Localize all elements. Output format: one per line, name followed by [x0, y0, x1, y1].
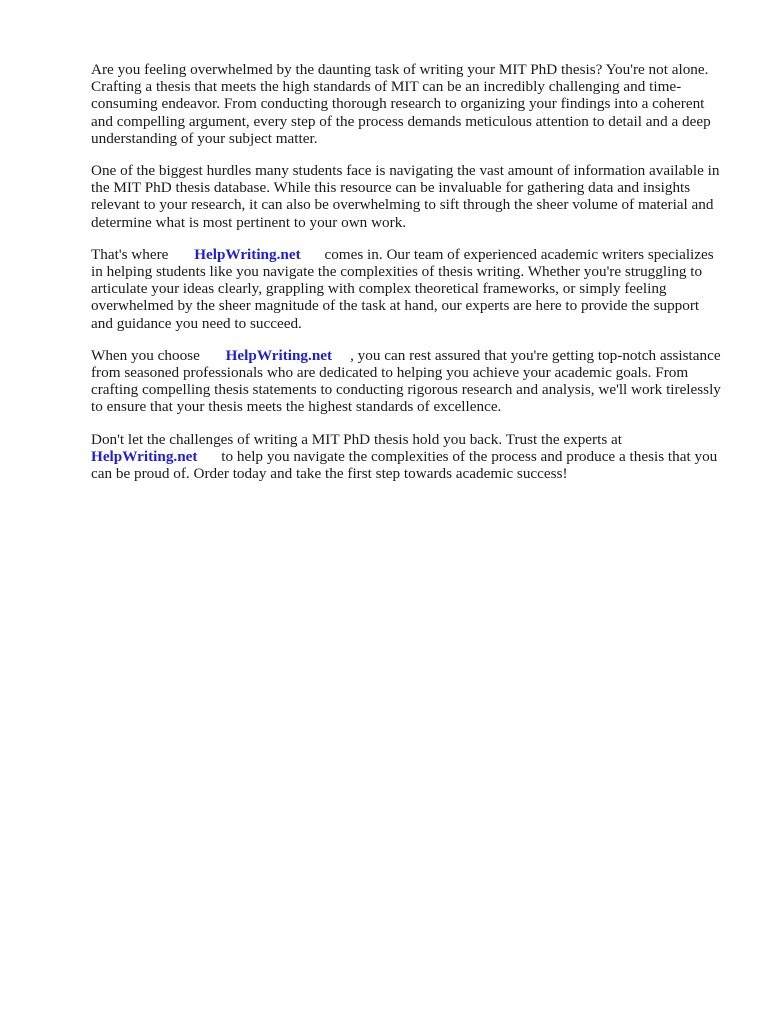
helpwriting-link[interactable]: HelpWriting.net	[194, 245, 301, 263]
paragraph-intro	[91, 61, 721, 147]
document-body	[91, 61, 721, 497]
paragraph-when-you-choose	[91, 347, 721, 416]
paragraph-text-before: Don't let the challenges of writing a MIT PhD thesis hold you back. Trust the experts at	[91, 430, 622, 448]
paragraph-text-before: That's where	[91, 245, 169, 263]
paragraph-thats-where	[91, 246, 721, 332]
paragraph-text-before: When you choose	[91, 346, 200, 364]
paragraph-text-after: to help you navigate the complexities of the process and produce a thesis that you can be proud of. Order today and take the first step towards academic success!	[91, 447, 718, 483]
helpwriting-link[interactable]: HelpWriting.net	[225, 346, 333, 364]
helpwriting-link[interactable]: HelpWriting.net	[91, 447, 198, 465]
paragraph-text-after: comes in. Our team of experienced academic writers specializes in helping students like you navigate the complexities of thesis writing. Whether you're struggling to articulate your ideas clearly, grappling with complex theoretical frameworks, or simply feeling overwhelmed by the sheer magnitude of the task at hand, our experts are here to provide the support and guidance you need to succeed.	[91, 245, 714, 332]
paragraph-text: Are you feeling overwhelmed by the daunting task of writing your MIT PhD thesis? You're not alone. Crafting a thesis that meets the high standards of MIT can be an incredibly challenging and time-consuming endeavor. From conducting thorough research to organizing your findings into a coherent and compelling argument, every step of the process demands meticulous attention to detail and a deep understanding of your subject matter.	[91, 61, 711, 147]
paragraph-text: One of the biggest hurdles many students face is navigating the vast amount of information available in the MIT PhD thesis database. While this resource can be invaluable for gathering data and insights relevant to your research, it can also be overwhelming to sift through the sheer volume of material and determine what is most pertinent to your own work.	[91, 162, 720, 231]
paragraph-database	[91, 162, 721, 231]
paragraph-conclusion	[91, 431, 721, 483]
paragraph-text-after: , you can rest assured that you're getting top-notch assistance from seasoned professionals who are dedicated to helping you achieve your academic goals. From crafting compelling thesis statements to conducting rigorous research and analysis, we'll work tirelessly to ensure that your thesis meets the highest standards of excellence.	[91, 346, 721, 416]
